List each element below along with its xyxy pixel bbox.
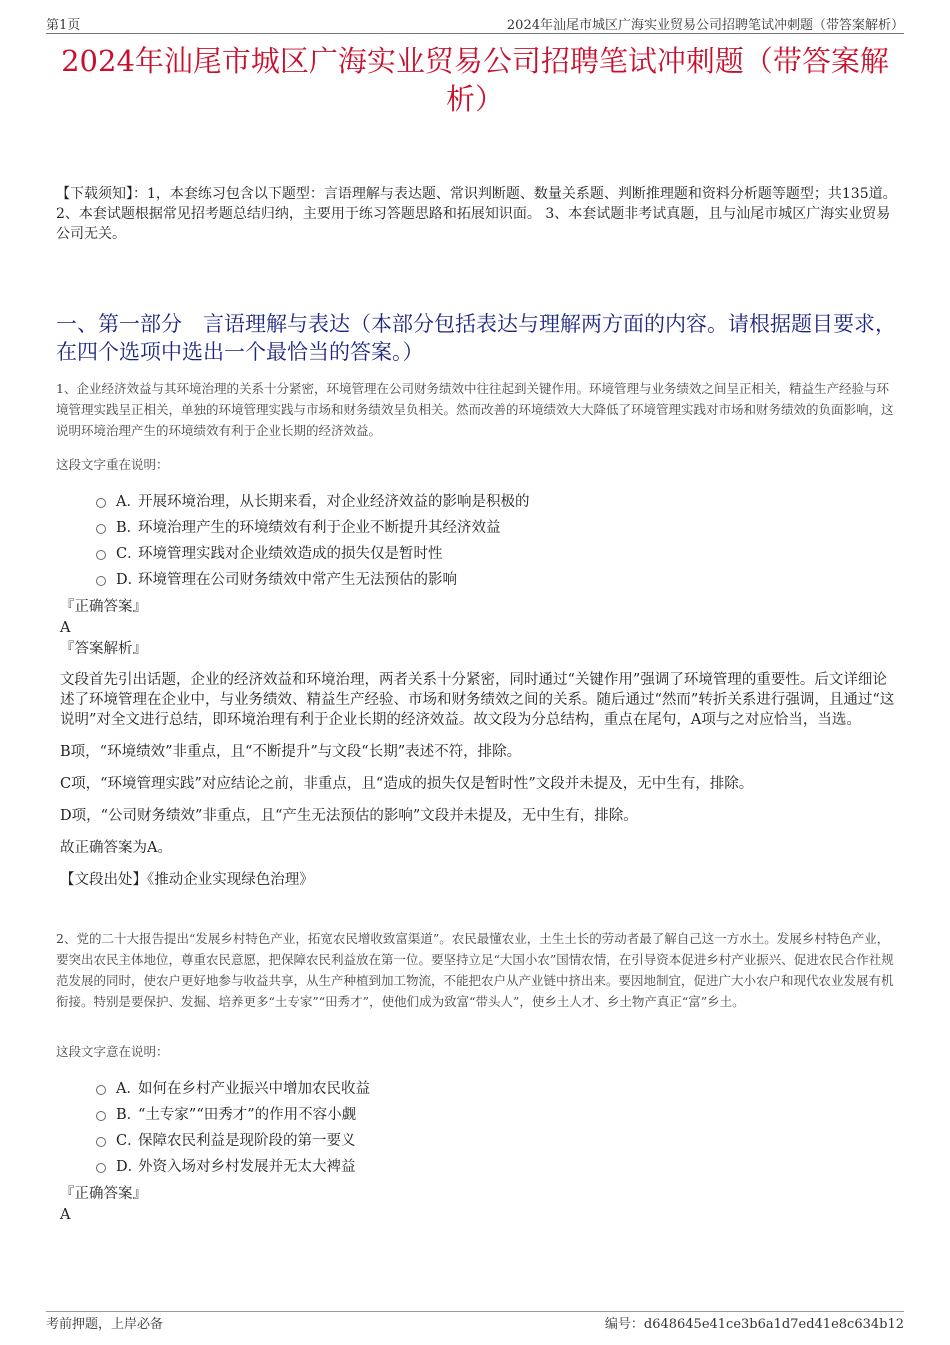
option-letter: C．: [116, 1132, 142, 1149]
option-text: 环境治理产生的环境绩效有利于企业不断提升其经济效益: [138, 519, 501, 536]
option-text: 环境管理在公司财务绩效中常产生无法预估的影响: [138, 571, 457, 588]
radio-icon[interactable]: [96, 1163, 106, 1173]
option-b[interactable]: [96, 513, 890, 539]
question-1-analysis: [60, 670, 898, 902]
option-b[interactable]: [96, 1100, 890, 1126]
option-text: 如何在乡村产业振兴中增加农民收益: [138, 1080, 370, 1097]
footer-divider: [46, 1311, 904, 1312]
document-title: 2024年汕尾市城区广海实业贸易公司招聘笔试冲刺题（带答案解析）: [61, 44, 889, 116]
analysis-paragraph: 故正确答案为A。: [60, 840, 172, 856]
option-text: 外资入场对乡村发展并无太大裨益: [138, 1158, 356, 1175]
download-notice: 【下载须知】：1，本套练习包含以下题型：言语理解与表达题、常识判断题、数量关系题、判断推理题和资料分析题等题型；共135道。 2、本套试题根据常见招考题总结归纳，主要用于练习答题思路和拓展知识面。 3、本套试题非考试真题，且与汕尾市城区广海实业贸易公司无关。: [56, 186, 897, 242]
question-1-options: [96, 487, 890, 591]
analysis-paragraph: C项，“环境管理实践”对应结论之前，非重点，且“造成的损失仅是暂时性”文段并未提及，无中生有，排除。: [60, 776, 754, 792]
question-1-text: 1、企业经济效益与其环境治理的关系十分紧密，环境管理在公司财务绩效中往往起到关键作用。环境管理与业务绩效之间呈正相关，精益生产经验与环境管理实践呈正相关，单独的环境管理实践与市场和财务绩效呈负相关。然而改善的环境绩效大大降低了环境管理实践对市场和财务绩效的负面影响，这说明环境治理产生的环境绩效有利于企业长期的经济效益。: [56, 381, 894, 438]
answer-value: A: [60, 620, 71, 636]
option-text: 保障农民利益是现阶段的第一要义: [138, 1132, 356, 1149]
page-number: 第1页: [46, 18, 81, 33]
option-d[interactable]: [96, 1152, 890, 1178]
question-2-options: [96, 1074, 890, 1178]
radio-icon[interactable]: [96, 1137, 106, 1147]
question-1-prompt: 这段文字重在说明：: [56, 457, 169, 472]
page-header: [46, 14, 904, 32]
option-text: 开展环境治理，从长期来看，对企业经济效益的影响是积极的: [138, 493, 530, 510]
option-c[interactable]: [96, 539, 890, 565]
source-citation: 【文段出处】《推动企业实现绿色治理》: [60, 872, 314, 888]
option-letter: D．: [116, 571, 143, 588]
footer-doc-id: 编号：d648645e41ce3b6a1d7ed41e8c634b12: [604, 1317, 904, 1332]
option-letter: D．: [116, 1158, 143, 1175]
answer-value: A: [60, 1207, 71, 1223]
option-c[interactable]: [96, 1126, 890, 1152]
question-2-answer-block: [60, 1184, 900, 1226]
option-a[interactable]: [96, 1074, 890, 1100]
question-1-answer-block: [60, 597, 900, 660]
header-divider: [46, 33, 904, 34]
analysis-paragraph: 文段首先引出话题，企业的经济效益和环境治理，两者关系十分紧密，同时通过“关键作用”强调了环境管理的重要性。后文详细论述了环境管理在企业中，与业务绩效、精益生产经验、市场和财务绩效之间的关系。随后通过“然而”转折关系进行强调，且通过“这说明”对全文进行总结，即环境治理有利于企业长期的经济效益。故文段为分总结构，重点在尾句，A项与之对应恰当，当选。: [60, 672, 895, 728]
option-letter: A．: [116, 493, 141, 510]
radio-icon[interactable]: [96, 1085, 106, 1095]
option-text: 环境管理实践对企业绩效造成的损失仅是暂时性: [138, 545, 443, 562]
question-2-prompt: 这段文字意在说明：: [56, 1044, 169, 1059]
radio-icon[interactable]: [96, 524, 106, 534]
analysis-paragraph: B项，“环境绩效”非重点，且“不断提升”与文段“长期”表述不符，排除。: [60, 744, 522, 760]
option-letter: B．: [116, 519, 142, 536]
answer-label: 『正确答案』: [60, 1186, 147, 1202]
section-heading: 一、第一部分 言语理解与表达（本部分包括表达与理解两方面的内容。请根据题目要求，在四个选项中选出一个最恰当的答案。）: [56, 312, 896, 364]
analysis-paragraph: D项，“公司财务绩效”非重点，且“产生无法预估的影响”文段并未提及，无中生有，排除。: [60, 808, 638, 824]
option-letter: C．: [116, 545, 142, 562]
option-d[interactable]: [96, 565, 890, 591]
option-letter: A．: [116, 1080, 141, 1097]
radio-icon[interactable]: [96, 550, 106, 560]
radio-icon[interactable]: [96, 576, 106, 586]
question-2-text: 2、党的二十大报告提出“发展乡村特色产业，拓宽农民增收致富渠道”。农民最懂农业，土生土长的劳动者最了解自己这一方水土。发展乡村特色产业，要突出农民主体地位，尊重农民意愿，把保障农民利益放在第一位。要坚持立足“大国小农”国情农情，在引导资本促进乡村产业振兴、促进农民合作社规范发展的同时，使农户更好地参与收益共享，从生产种植到加工物流，不能把农户从产业链中挤出来。要因地制宜，促进广大小农户和现代农业发展有机衔接。特别是要保护、发掘、培养更多“土专家”“田秀才”，使他们成为致富“带头人”，使乡土人才、乡土物产真正“富”乡土。: [56, 931, 894, 1009]
analysis-label: 『答案解析』: [60, 641, 147, 657]
option-text: “土专家”“田秀才”的作用不容小觑: [138, 1106, 357, 1123]
radio-icon[interactable]: [96, 1111, 106, 1121]
radio-icon[interactable]: [96, 498, 106, 508]
answer-label: 『正确答案』: [60, 599, 147, 615]
header-doc-title: 2024年汕尾市城区广海实业贸易公司招聘笔试冲刺题（带答案解析）: [506, 18, 904, 33]
option-letter: B．: [116, 1106, 142, 1123]
option-a[interactable]: [96, 487, 890, 513]
footer-slogan: 考前押题，上岸必备: [46, 1317, 164, 1332]
